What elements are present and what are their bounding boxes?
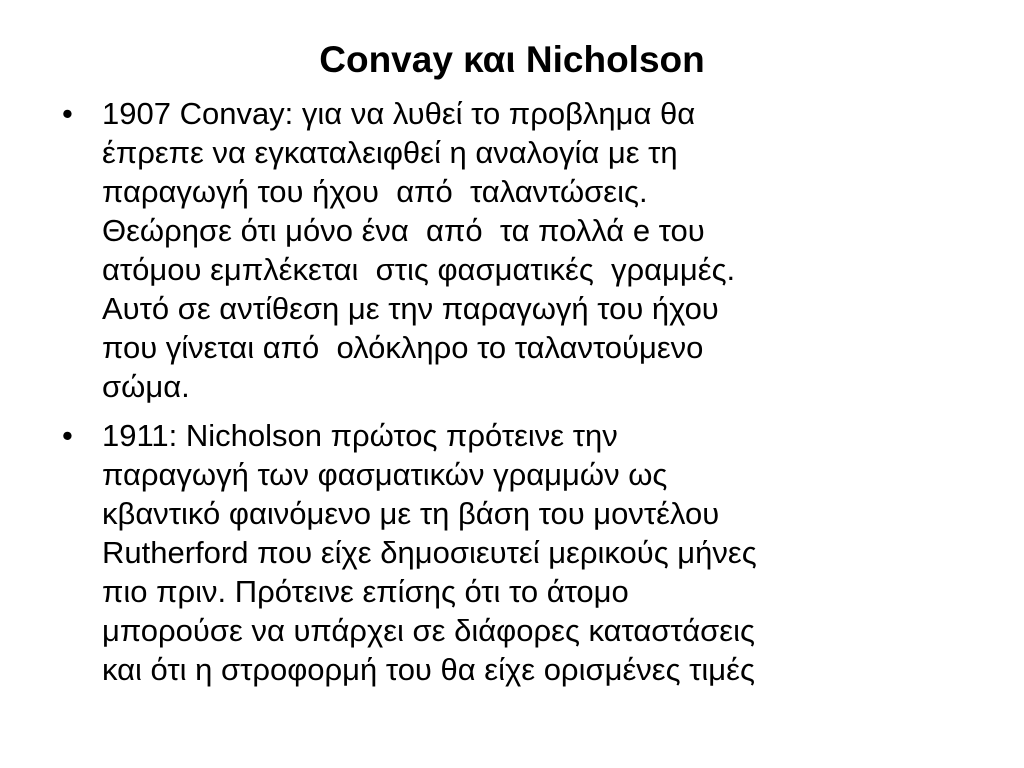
slide-title: Convay και Nicholson [319,39,705,80]
bullet-line: μπορούσε να υπάρχει σε διάφορες καταστάσεις [102,613,755,648]
bullet-line: παραγωγή των φασματικών γραμμών ως [102,457,668,492]
bullet-line: Θεώρησε ότι μόνο ένα από τα πολλά e του [102,213,705,248]
bullet-line: ατόμου εμπλέκεται στις φασματικές γραμμές. [102,252,736,287]
bullet-item-1911 [62,416,962,689]
bullet-line: κβαντικό φαινόμενο με τη βάση του μοντέλου [102,496,720,531]
bullet-line: πιο πριν. Πρότεινε επίσης ότι το άτομο [102,574,629,609]
bullet-line: Rutherford που είχε δημοσιευτεί μερικούς μήνες [102,535,757,570]
bullet-line: 1911: Nicholson πρώτος πρότεινε την [102,418,618,453]
bullet-line: 1907 Convay: για να λυθεί το προβλημα θα [102,96,696,131]
bullet-list [62,94,962,689]
bullet-icon: • [62,418,73,453]
bullet-line: που γίνεται από ολόκληρο το ταλαντούμενο [102,330,704,365]
bullet-item-1907 [62,94,962,406]
bullet-line: παραγωγή του ήχου από ταλαντώσεις. [102,174,648,209]
bullet-line: έπρεπε να εγκαταλειφθεί η αναλογία με τη [102,135,678,170]
bullet-line: και ότι η στροφορμή του θα είχε ορισμένες τιμές [102,652,755,687]
bullet-icon: • [62,96,73,131]
bullet-line: Αυτό σε αντίθεση με την παραγωγή του ήχου [102,291,719,326]
bullet-line: σώμα. [102,369,190,404]
